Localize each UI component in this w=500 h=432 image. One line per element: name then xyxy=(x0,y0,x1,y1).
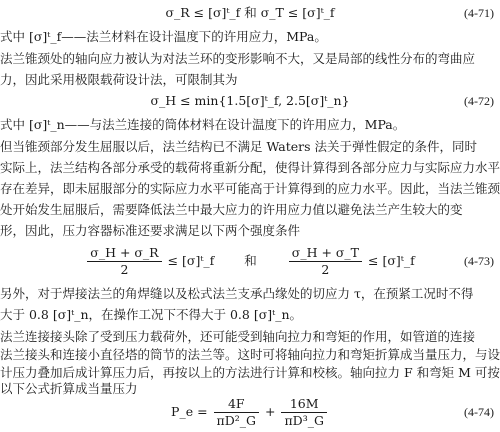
denominator: 2 xyxy=(321,262,330,277)
plus-sign: + xyxy=(265,404,276,419)
equation-4-71 xyxy=(0,2,500,24)
text-line xyxy=(0,220,500,242)
numerator: 4F xyxy=(214,396,259,413)
denominator: 2 xyxy=(120,262,129,277)
text-line-content: 形，因此，压力容器标准还要求满足以下两个强度条件 xyxy=(0,223,301,238)
text-line xyxy=(0,304,500,326)
inequality: ≤ [σ]ᵗ_f xyxy=(167,253,215,268)
equation-4-72-text: σ_H ≤ min{1.5[σ]ᵗ_f, 2.5[σ]ᵗ_n} xyxy=(150,93,350,108)
text-line xyxy=(0,157,500,179)
equation-number: (4-71) xyxy=(464,6,494,20)
fraction xyxy=(289,245,362,278)
equation-4-73 xyxy=(0,241,500,281)
text-line-content: 处开始发生屈服后，需要降低法兰中最大应力的许用应力值以避免法兰产生较大的变 xyxy=(0,202,463,217)
fraction xyxy=(214,396,259,429)
numerator: σ_H + σ_T xyxy=(289,245,362,262)
text-line-content: 力，因此采用极限载荷设计法，可限制其为 xyxy=(0,72,238,87)
text-line xyxy=(0,283,500,305)
fraction xyxy=(87,245,161,278)
text-line xyxy=(0,199,500,221)
text-line xyxy=(0,26,500,48)
text-line-content: 以下公式折算成当量压力 xyxy=(0,381,138,396)
equation-lhs: P_e = xyxy=(171,404,208,419)
text-line-content: 法兰锥颈处的轴向应力被认为对法兰环的变形影响不大，又是局部的线性分布的弯曲应 xyxy=(0,51,476,66)
conjunction: 和 xyxy=(244,253,257,268)
denominator: πD²_G xyxy=(216,413,257,428)
equation-number: (4-72) xyxy=(464,94,494,108)
fraction xyxy=(281,396,326,429)
text-line-content: 计压力叠加后成计算压力后，再按以上的方法进行计算和校核。轴向拉力 F 和弯矩 M 可按 xyxy=(0,365,500,380)
denominator: πD³_G xyxy=(284,413,324,428)
equation-number: (4-73) xyxy=(464,254,494,268)
text-line-content: 式中 [σ]ᵗ_n——与法兰连接的筒体材料在设计温度下的许用应力，MPa。 xyxy=(0,117,406,132)
text-line-content: 存在差异，即未屈服部分的实际应力水平可能高于计算得到的应力水平。因此，当法兰锥颈 xyxy=(0,181,500,196)
text-line-content: 但当锥颈部分发生屈服以后，法兰结构已不满足 Waters 法关于弹性假定的条件，同时 xyxy=(0,139,477,154)
text-line-content: 大于 0.8 [σ]ᵗ_n，在操作工况下不得大于 0.8 [σ]ᵗ_n。 xyxy=(0,307,302,322)
inequality: ≤ [σ]ᵗ_f xyxy=(368,253,415,268)
equation-4-72 xyxy=(0,90,500,112)
text-line xyxy=(0,114,500,136)
text-line xyxy=(0,136,500,158)
text-line-content: 式中 [σ]ᵗ_f——法兰材料在设计温度下的许用应力，MPa。 xyxy=(0,29,327,44)
text-line-content: 实际上，法兰结构各部分承受的载荷将重新分配，使得计算得到各部分应力与实际应力水平 xyxy=(0,160,500,175)
text-line xyxy=(0,48,500,70)
numerator: σ_H + σ_R xyxy=(87,245,161,262)
text-line-content: 法兰连接接头除了受到压力载荷外，还可能受到轴向拉力和弯矩的作用，如管道的连接 xyxy=(0,329,476,344)
text-line-content: 另外，对于焊接法兰的角焊缝以及松式法兰支承凸缘处的切应力 τ，在预紧工况时不得 xyxy=(0,286,474,301)
equation-number: (4-74) xyxy=(464,405,494,419)
text-line-content: 法兰接头和连接小直径塔的筒节的法兰等。这时可将轴向拉力和弯矩折算成当量压力，与设 xyxy=(0,347,500,362)
equation-4-71-text: σ_R ≤ [σ]ᵗ_f 和 σ_T ≤ [σ]ᵗ_f xyxy=(165,5,335,20)
text-line xyxy=(0,178,500,200)
equation-4-74 xyxy=(0,392,500,432)
text-line xyxy=(0,69,500,91)
numerator: 16M xyxy=(281,396,326,413)
